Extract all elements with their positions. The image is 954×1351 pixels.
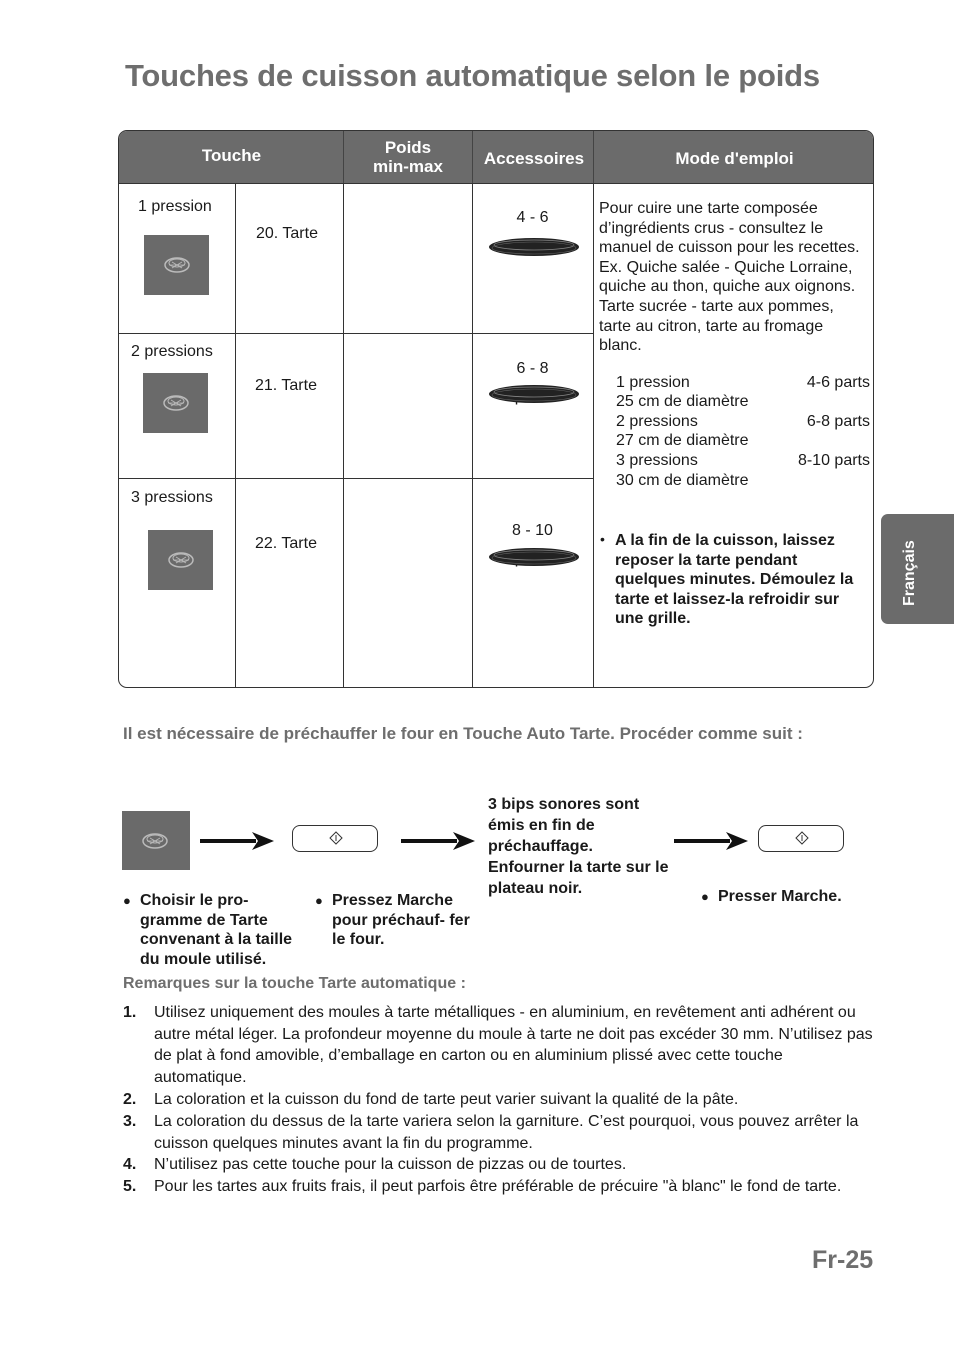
remark-text: N’utilisez pas cette touche pour la cuisson de pizzas ou de tourtes. [154, 1156, 627, 1173]
remark-text: La coloration du dessus de la tarte variera selon la garniture. C’est pourquoi, vous pouvez arrêter la cuisson quelques minutes avant la fin du programme. [154, 1113, 859, 1152]
language-tab-label: Français [901, 540, 918, 606]
press2-label: 2 pressions [616, 413, 698, 430]
arrow-right-icon [200, 831, 274, 851]
tart-program-table [118, 130, 874, 688]
row3-range: 8 - 10 [512, 522, 553, 539]
press1-diameter: 25 cm de diamètre [616, 393, 749, 410]
remark-num: 3. [123, 1113, 137, 1130]
row1-press: 1 pression [138, 198, 212, 215]
start-diamond-icon [795, 831, 809, 845]
baking-tray-icon [488, 545, 580, 569]
arrow-right-icon [674, 831, 748, 851]
remark-num: 4. [123, 1156, 137, 1173]
remark-text: La coloration et la cuisson du fond de tarte peut varier suivant la qualité de la pâte. [154, 1091, 739, 1108]
row3-program: 22. Tarte [255, 535, 317, 552]
header-accessoires: Accessoires [483, 149, 585, 168]
press1-parts: 4-6 parts [806, 374, 870, 391]
preheat-instruction: Il est nécessaire de préchauffer le four en Touche Auto Tarte. Procéder comme suit : [123, 724, 803, 743]
tart-key-3[interactable] [148, 530, 213, 590]
step4-text: Presser Marche. [718, 888, 842, 905]
press2-diameter: 27 cm de diamètre [616, 432, 749, 449]
row2-press: 2 pressions [131, 343, 213, 360]
header-mode: Mode d'emploi [675, 149, 794, 168]
step1-text: Choisir le pro- gramme de Tarte convenant à la taille du moule utilisé. [140, 892, 293, 968]
row2-range: 6 - 8 [516, 360, 549, 377]
tart-icon [162, 391, 190, 415]
remark-num: 5. [123, 1178, 137, 1195]
press3-parts: 8-10 parts [797, 452, 870, 469]
start-button-1[interactable] [292, 825, 378, 852]
mode-description: Pour cuire une tarte composée d’ingrédients crus - consultez le manuel de cuisson pour les recettes. Ex. Quiche salée - Quiche Lorraine, quiche au thon, quiche aux oignons. Tarte sucrée - tarte aux pommes, tarte au citron, tarte au fromage blanc. [599, 200, 860, 355]
step3-text: 3 bips sonores sont émis en fin de préchauffage. Enfourner la tarte sur le plateau noir. [488, 796, 669, 897]
remark-num: 2. [123, 1091, 137, 1108]
row2-program: 21. Tarte [255, 377, 317, 394]
remark-text: Pour les tartes aux fruits frais, il peut parfois être préférable de précuire "à blanc" le fond de tarte. [154, 1178, 842, 1195]
press3-label: 3 pressions [616, 452, 698, 469]
baking-tray-icon [488, 235, 580, 259]
tart-key-step[interactable] [122, 811, 190, 870]
language-tab [881, 514, 954, 624]
press3-diameter: 30 cm de diamètre [616, 472, 749, 489]
header-poids: Poids min-max [373, 138, 443, 176]
row1-program: 20. Tarte [256, 225, 318, 242]
step4-bullet: ● [701, 889, 709, 904]
tart-icon [163, 253, 191, 277]
page-title: Touches de cuisson automatique selon le poids [125, 58, 820, 93]
header-touche: Touche [201, 146, 262, 165]
remark-text: Utilisez uniquement des moules à tarte métalliques - en aluminium, en revêtement anti adhérent ou autre métal léger. La profondeur moyenne du moule à tarte ne doit pas excéder 30 mm. N’utilisez pas de plat à fond amovible, d’emballage en carton ou en aluminium plissé avec cette touche automatique. [154, 1004, 873, 1087]
start-button-2[interactable] [758, 825, 844, 852]
press2-parts: 6-8 parts [806, 413, 870, 430]
step2-text: Pressez Marche pour préchauf- fer le four. [332, 892, 470, 948]
step1-bullet: ● [123, 893, 131, 908]
tart-icon [167, 548, 195, 572]
tart-key-1[interactable] [144, 235, 209, 295]
row1-range: 4 - 6 [516, 209, 549, 226]
baking-tray-icon [488, 382, 580, 406]
cooling-note: A la fin de la cuisson, laissez reposer la tarte pendant quelques minutes. Démoulez la tarte et laissez-la refroidir sur une grille. [615, 532, 854, 628]
row3-press: 3 pressions [131, 489, 213, 506]
remarks-title: Remarques sur la touche Tarte automatique : [123, 975, 466, 992]
remark-num: 1. [123, 1004, 137, 1021]
step2-bullet: ● [315, 893, 323, 908]
tart-icon [141, 829, 169, 853]
press1-label: 1 pression [616, 374, 690, 391]
start-diamond-icon [329, 831, 343, 845]
note-bullet: • [600, 531, 605, 547]
tart-key-2[interactable] [143, 373, 208, 433]
arrow-right-icon [401, 831, 475, 851]
page-number: Fr-25 [812, 1246, 874, 1274]
